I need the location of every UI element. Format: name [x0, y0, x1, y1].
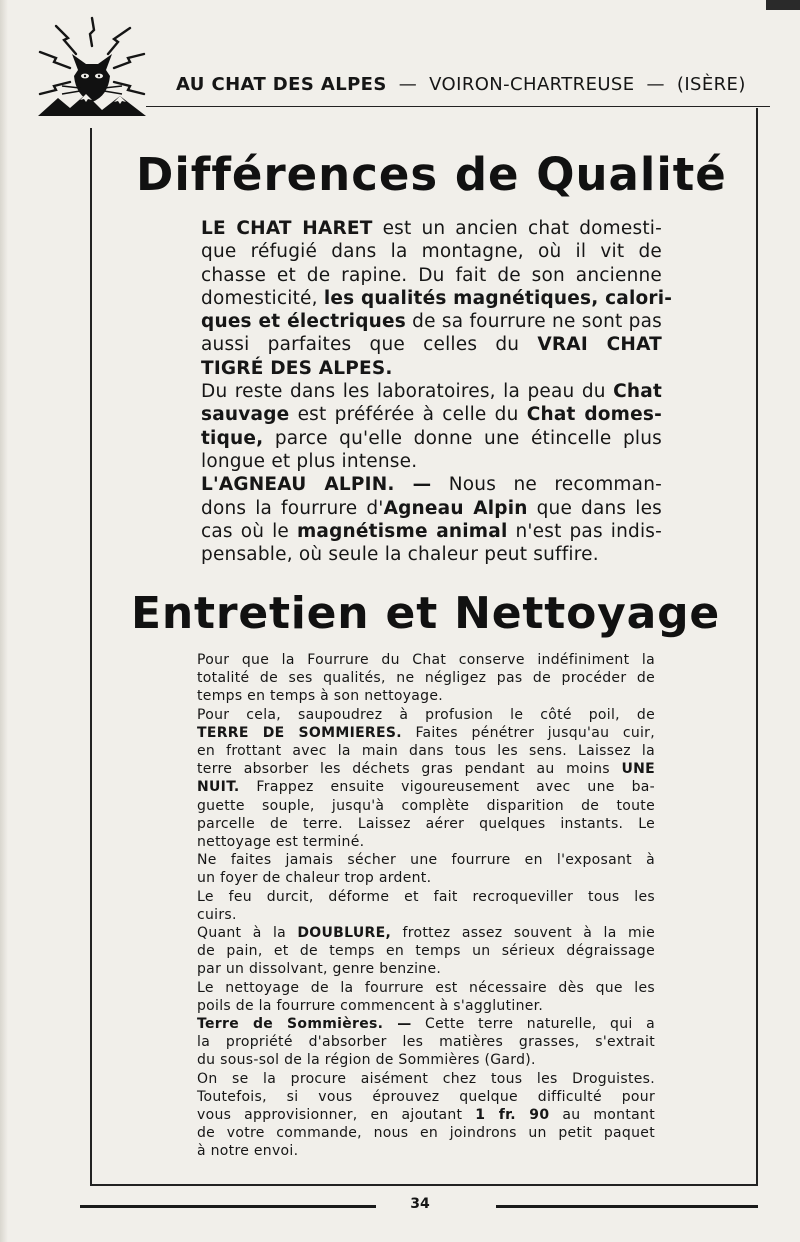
text-run: est préférée à celle du	[289, 404, 527, 426]
cat-head-logo-icon	[36, 16, 148, 120]
bold-text-run: TIGRÉ DES ALPES.	[201, 357, 393, 379]
text-line	[201, 520, 662, 543]
text-line	[201, 497, 662, 520]
page-number: 34	[410, 1196, 430, 1212]
text-line	[201, 380, 662, 403]
text-line	[197, 760, 655, 778]
scan-corner	[766, 0, 800, 10]
text-line	[197, 851, 655, 869]
text-run: par un dissolvant, genre benzine.	[197, 961, 442, 978]
bold-text-run: ques et électriques	[201, 311, 406, 333]
text-run: vous approvisionner, en ajoutant	[197, 1107, 476, 1124]
text-run: Nous ne recomman-	[431, 474, 662, 496]
text-line	[201, 357, 662, 380]
text-line	[197, 651, 655, 669]
text-line	[197, 687, 655, 705]
section-heading-differences: Différences de Qualité	[136, 148, 727, 201]
text-run: longue et plus intense.	[201, 450, 418, 472]
text-run: aussi parfaites que celles du	[201, 334, 538, 356]
text-line	[201, 450, 662, 473]
text-line	[197, 706, 655, 724]
bold-text-run: LE CHAT HARET	[201, 218, 373, 239]
text-line	[201, 543, 662, 566]
text-run: totalité de ses qualités, ne négligez pas de procéder de	[197, 670, 655, 687]
section-heading-entretien: Entretien et Nettoyage	[131, 588, 721, 639]
text-line	[197, 888, 655, 906]
text-line	[201, 310, 662, 333]
text-line	[197, 1051, 655, 1069]
page-edge-shadow	[0, 0, 8, 1242]
text-run: nettoyage est terminé.	[197, 834, 365, 851]
text-run: Le feu durcit, déforme et fait recroqueviller tous les	[197, 888, 655, 905]
text-line	[197, 815, 655, 833]
text-run: que dans les	[527, 497, 662, 519]
text-run: n'est pas indis-	[507, 520, 662, 542]
text-line	[197, 1088, 655, 1106]
text-run: Faites pénétrer jusqu'au cuir,	[401, 724, 655, 741]
bold-text-run: magnétisme animal	[296, 520, 508, 542]
text-run: Le nettoyage de la fourrure est nécessaire dès que les	[197, 979, 655, 996]
text-run: domesticité,	[201, 287, 324, 309]
bold-text-run: VRAI CHAT	[537, 334, 662, 356]
text-run: la propriété d'absorber les matières grasses, s'extrait	[197, 1034, 655, 1051]
bold-text-run: tique,	[201, 427, 264, 449]
text-line	[197, 1142, 655, 1160]
text-run: guette souple, jusqu'à complète disparition de toute	[197, 797, 655, 814]
text-line	[201, 240, 662, 263]
text-line	[197, 979, 655, 997]
text-line	[197, 742, 655, 760]
text-run: temps en temps à son nettoyage.	[197, 688, 444, 705]
text-line	[201, 217, 662, 240]
text-run: parce qu'elle donne une étincelle plus	[263, 427, 662, 449]
bold-text-run: TERRE DE SOMMIERES.	[197, 724, 402, 741]
header-dash: —	[646, 74, 665, 95]
header-dash: —	[398, 74, 418, 95]
header-region: (ISÈRE)	[676, 74, 746, 95]
text-line	[197, 1106, 655, 1124]
text-line	[197, 906, 655, 924]
header-rule	[146, 106, 770, 107]
text-line	[201, 473, 662, 496]
text-run: au montant	[549, 1107, 655, 1124]
text-run: frottez assez souvent à la mie	[391, 925, 655, 942]
shop-name: AU CHAT DES ALPES	[176, 74, 387, 95]
text-run: terre absorber les déchets gras pendant au moins	[197, 761, 622, 778]
text-run: en frottant avec la main dans tous les sens. Laissez la	[197, 743, 655, 760]
bold-text-run: sauvage	[201, 404, 290, 426]
text-line	[201, 403, 662, 426]
text-line	[197, 797, 655, 815]
bold-text-run: Terre de Sommières. —	[197, 1016, 412, 1033]
text-run: On se la procure aisément chez tous les Droguistes.	[197, 1070, 655, 1087]
text-line	[201, 427, 662, 450]
header-city: VOIRON-CHARTREUSE	[429, 74, 635, 95]
text-run: un foyer de chaleur trop ardent.	[197, 870, 432, 887]
bold-text-run: 1 fr. 90	[475, 1107, 550, 1124]
frame-border-bottom	[90, 1184, 758, 1186]
bold-text-run: Chat domes-	[526, 404, 662, 426]
text-line	[197, 1124, 655, 1142]
bold-text-run: UNE	[621, 761, 655, 778]
text-line	[197, 833, 655, 851]
text-run: poils de la fourrure commencent à s'agglutiner.	[197, 997, 544, 1014]
text-run: cuirs.	[197, 906, 237, 923]
text-run: cas où le	[201, 520, 297, 542]
footer-rule-right	[496, 1205, 758, 1208]
text-run: Pour cela, saupoudrez à profusion le côté poil, de	[197, 706, 655, 723]
text-run: parcelle de terre. Laissez aérer quelques instants. Le	[197, 815, 655, 832]
text-run: est un ancien chat domesti-	[372, 218, 662, 239]
text-line	[197, 1070, 655, 1088]
bold-text-run: Chat	[613, 381, 662, 403]
text-run: chasse et de rapine. Du fait de son ancienne	[201, 264, 662, 286]
text-line	[197, 997, 655, 1015]
text-run: Toutefois, si vous éprouvez quelque difficulté pour	[197, 1088, 655, 1105]
text-run: Quant à la	[197, 925, 298, 942]
section-body-differences	[201, 217, 673, 566]
text-line	[197, 1015, 655, 1033]
text-run: Ne faites jamais sécher une fourrure en l'exposant à	[197, 852, 655, 869]
text-line	[197, 942, 655, 960]
text-run: du sous-sol de la région de Sommières (Gard).	[197, 1052, 536, 1069]
text-run: Cette terre naturelle, qui a	[411, 1016, 655, 1033]
text-line	[197, 724, 655, 742]
text-run: que réfugié dans la montagne, où il vit de	[201, 241, 662, 263]
text-line	[201, 264, 662, 287]
text-run: Frappez ensuite vigoureusement avec une ba-	[239, 779, 655, 796]
text-run: de pain, et de temps en temps un sérieux dégraissage	[197, 943, 655, 960]
text-run: pensable, où seule la chaleur peut suffire.	[201, 544, 599, 566]
text-line	[197, 960, 655, 978]
text-run: de sa fourrure ne sont pas	[405, 311, 662, 333]
text-run: Pour que la Fourrure du Chat conserve indéfiniment la	[197, 652, 655, 668]
header-title	[176, 74, 746, 95]
section-body-entretien	[197, 651, 655, 1161]
text-line	[197, 778, 655, 796]
text-run: de votre commande, nous en joindrons un petit paquet	[197, 1125, 655, 1142]
frame-border-right	[756, 108, 758, 1186]
bold-text-run: L'AGNEAU ALPIN. —	[201, 474, 432, 496]
text-run: à notre envoi.	[197, 1143, 299, 1160]
text-run: Du reste dans les laboratoires, la peau du	[201, 381, 614, 403]
frame-border-left	[90, 128, 92, 1186]
text-line	[197, 869, 655, 887]
text-line	[201, 287, 673, 310]
footer-rule-left	[80, 1205, 376, 1208]
text-line	[197, 669, 655, 687]
bold-text-run: Agneau Alpin	[383, 497, 528, 519]
text-line	[197, 924, 655, 942]
text-run: dons la fourrure d'	[201, 497, 384, 519]
bold-text-run: NUIT.	[197, 779, 240, 796]
bold-text-run: les qualités magnétiques, calori-	[323, 287, 673, 309]
bold-text-run: DOUBLURE,	[297, 925, 392, 942]
text-line	[197, 1033, 655, 1051]
text-line	[201, 333, 662, 356]
